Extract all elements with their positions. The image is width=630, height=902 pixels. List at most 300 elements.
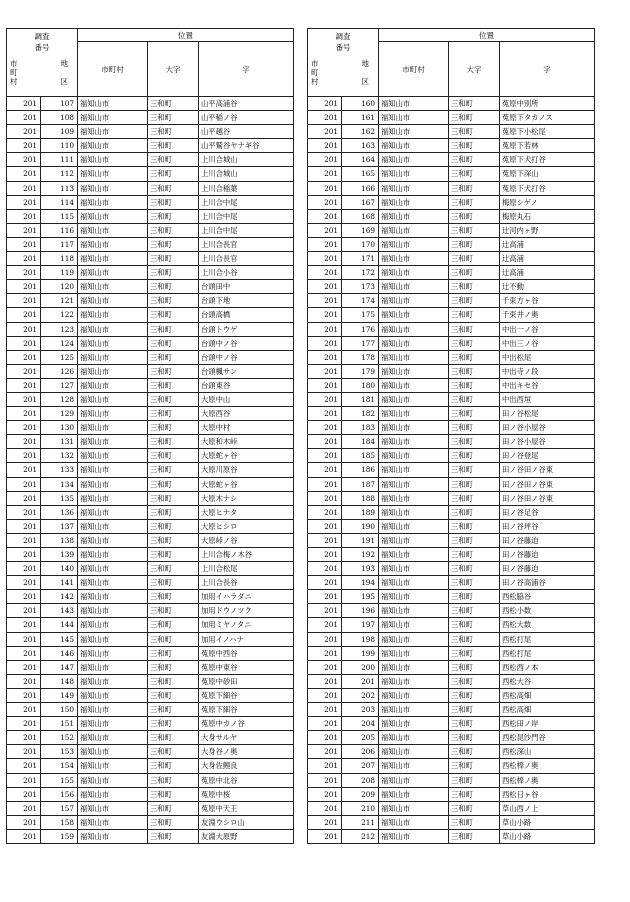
oaza-cell: 三和町 [449,322,500,336]
oaza-cell: 三和町 [148,590,199,604]
oaza-cell: 三和町 [148,660,199,674]
table-row [7,350,294,364]
machi-label: 町 [10,68,18,77]
city-code-cell: 201 [7,294,41,308]
table-row [7,139,294,153]
oaza-cell: 三和町 [148,223,199,237]
aza-cell: 田ノ谷藤迫 [500,533,595,547]
oaza-cell: 三和町 [449,674,500,688]
table-row [308,815,595,829]
aza-cell: 上川合稲葉 [199,181,294,195]
district-number-cell: 181 [342,392,379,406]
oaza-cell: 三和町 [449,195,500,209]
oaza-cell: 三和町 [148,308,199,322]
table-row [308,280,595,294]
table-row [308,421,595,435]
district-number-cell: 117 [41,237,78,251]
table-row [308,294,595,308]
municipality-header: 市町村 [379,42,449,97]
shi-label: 市 [10,59,18,68]
aza-cell: 菟原中東谷 [199,660,294,674]
district-number-cell: 115 [41,209,78,223]
oaza-cell: 三和町 [449,421,500,435]
table-row [7,703,294,717]
aza-cell: 田ノ谷小屋谷 [500,421,595,435]
table-row [7,801,294,815]
city-code-cell: 201 [7,759,41,773]
table-row [7,421,294,435]
district-number-cell: 123 [41,322,78,336]
city-code-cell: 201 [7,562,41,576]
district-number-cell: 192 [342,548,379,562]
oaza-cell: 三和町 [148,252,199,266]
aza-cell: 山平高浦谷 [199,97,294,111]
city-code-cell: 201 [308,308,342,322]
city-code-cell: 201 [308,407,342,421]
city-code-cell: 201 [7,195,41,209]
aza-cell: 大身サルヤ [199,731,294,745]
oaza-cell: 三和町 [148,209,199,223]
municipality-cell: 福知山市 [379,280,449,294]
oaza-cell: 三和町 [449,97,500,111]
city-code-cell: 201 [308,829,342,843]
aza-cell: 西松日ヶ谷 [500,787,595,801]
table-row [7,252,294,266]
table-row [7,576,294,590]
machi-label: 町 [311,68,319,77]
table-row [308,745,595,759]
oaza-cell: 三和町 [449,731,500,745]
table-row [308,801,595,815]
aza-cell: 田ノ谷藤迫 [500,548,595,562]
aza-cell: 西松大数 [500,618,595,632]
oaza-cell: 三和町 [148,759,199,773]
city-code-cell: 201 [308,674,342,688]
municipality-cell: 福知山市 [379,266,449,280]
municipality-cell: 福知山市 [379,463,449,477]
municipality-cell: 福知山市 [379,111,449,125]
aza-cell: 中出三ノ谷 [500,336,595,350]
municipality-cell: 福知山市 [379,576,449,590]
municipality-cell: 福知山市 [379,97,449,111]
municipality-cell: 福知山市 [379,548,449,562]
oaza-cell: 三和町 [148,266,199,280]
aza-cell: 千束井ノ奥 [500,308,595,322]
aza-cell: 菟原下犬打谷 [500,153,595,167]
table-row [7,759,294,773]
district-number-cell: 122 [41,308,78,322]
aza-cell: 上川合中尾 [199,223,294,237]
aza-cell: 田ノ谷坪谷 [500,519,595,533]
municipality-cell: 福知山市 [78,519,148,533]
table-row [308,505,595,519]
oaza-cell: 三和町 [148,787,199,801]
district-number-cell: 132 [41,449,78,463]
aza-cell: 西松棒ノ奥 [500,759,595,773]
municipality-cell: 福知山市 [78,562,148,576]
oaza-cell: 三和町 [449,787,500,801]
city-code-cell: 201 [308,604,342,618]
city-code-cell: 201 [308,209,342,223]
aza-cell: 台頭中ノ谷 [199,350,294,364]
district-number-cell: 174 [342,294,379,308]
city-code-cell: 201 [7,801,41,815]
district-number-cell: 205 [342,731,379,745]
city-code-cell: 201 [7,237,41,251]
district-number-cell: 171 [342,252,379,266]
aza-cell: 草山小路 [500,815,595,829]
municipality-cell: 福知山市 [78,646,148,660]
municipality-cell: 福知山市 [379,336,449,350]
district-number-cell: 113 [41,181,78,195]
city-code-cell: 201 [7,688,41,702]
table-row [7,322,294,336]
aza-cell: 上川合松尾 [199,562,294,576]
city-code-cell: 201 [7,125,41,139]
oaza-cell: 三和町 [148,167,199,181]
survey-number-header [308,29,379,97]
aza-cell: 梅原シゲノ [500,195,595,209]
table-row [308,660,595,674]
district-number-cell: 134 [41,477,78,491]
district-number-cell: 200 [342,660,379,674]
district-number-cell: 180 [342,378,379,392]
municipality-cell: 福知山市 [379,717,449,731]
district-number-cell: 160 [342,97,379,111]
city-code-cell: 201 [308,562,342,576]
city-code-cell: 201 [7,181,41,195]
oaza-cell: 三和町 [148,195,199,209]
aza-cell: 加用ミヤノタニ [199,618,294,632]
city-code-cell: 201 [308,350,342,364]
table-row [308,378,595,392]
table-row [308,731,595,745]
district-number-cell: 173 [342,280,379,294]
district-number-cell: 131 [41,435,78,449]
city-code-cell: 201 [7,153,41,167]
district-number-cell: 136 [41,505,78,519]
city-code-cell: 201 [308,773,342,787]
municipality-cell: 福知山市 [379,618,449,632]
district-number-cell: 108 [41,111,78,125]
municipality-header: 市町村 [78,42,148,97]
table-row [308,829,595,843]
table-row [308,491,595,505]
table-row [7,336,294,350]
city-code-cell: 201 [308,223,342,237]
aza-cell: 上川合長官 [199,252,294,266]
district-number-cell: 209 [342,787,379,801]
table-row [308,195,595,209]
city-code-cell: 201 [7,336,41,350]
oaza-cell: 三和町 [148,548,199,562]
oaza-cell: 三和町 [148,674,199,688]
district-number-cell: 196 [342,604,379,618]
table-row [7,660,294,674]
aza-cell: 辻高浦 [500,266,595,280]
municipality-cell: 福知山市 [78,801,148,815]
city-code-cell: 201 [308,745,342,759]
city-code-cell: 201 [7,477,41,491]
oaza-cell: 三和町 [148,153,199,167]
table-row [7,266,294,280]
municipality-cell: 福知山市 [78,590,148,604]
oaza-cell: 三和町 [449,660,500,674]
district-number-cell: 128 [41,392,78,406]
aza-cell: 中出西垣 [500,392,595,406]
district-number-cell: 186 [342,463,379,477]
municipality-cell: 福知山市 [379,533,449,547]
aza-cell: 草山小路 [500,829,595,843]
municipality-cell: 福知山市 [78,378,148,392]
oaza-cell: 三和町 [449,505,500,519]
oaza-cell: 三和町 [148,181,199,195]
city-code-cell: 201 [7,322,41,336]
oaza-cell: 三和町 [148,576,199,590]
district-number-cell: 184 [342,435,379,449]
survey-label: 調査 [335,32,351,41]
oaza-cell: 三和町 [449,576,500,590]
table-row [308,435,595,449]
municipality-cell: 福知山市 [379,604,449,618]
aza-cell: 梅原丸石 [500,209,595,223]
table-row [308,364,595,378]
city-code-cell: 201 [7,392,41,406]
oaza-cell: 三和町 [449,209,500,223]
table-row [308,167,595,181]
survey-label: 調査 [34,32,50,41]
municipality-cell: 福知山市 [379,421,449,435]
district-number-cell: 149 [41,688,78,702]
oaza-cell: 三和町 [449,477,500,491]
table-row [7,618,294,632]
aza-header: 字 [500,42,595,97]
table-row [308,590,595,604]
table-row [7,378,294,392]
table-row [7,604,294,618]
city-code-cell: 201 [7,463,41,477]
aza-cell: 山平稲ノ谷 [199,111,294,125]
district-number-cell: 211 [342,815,379,829]
district-number-cell: 146 [41,646,78,660]
oaza-cell: 三和町 [148,829,199,843]
aza-cell: 田ノ谷藤迫 [500,562,595,576]
chi-label: 地 [361,59,369,68]
district-number-cell: 144 [41,618,78,632]
oaza-cell: 三和町 [449,829,500,843]
district-number-cell: 195 [342,590,379,604]
municipality-cell: 福知山市 [78,688,148,702]
aza-cell: 友淵ウシロ山 [199,815,294,829]
municipality-cell: 福知山市 [78,576,148,590]
district-number-cell: 207 [342,759,379,773]
oaza-cell: 三和町 [148,703,199,717]
table-row [308,703,595,717]
oaza-cell: 三和町 [449,252,500,266]
district-number-cell: 125 [41,350,78,364]
city-code-cell: 201 [7,308,41,322]
municipality-cell: 福知山市 [379,209,449,223]
city-code-cell: 201 [7,618,41,632]
district-number-cell: 141 [41,576,78,590]
aza-cell: 田ノ谷登尾 [500,449,595,463]
city-code-cell: 201 [308,660,342,674]
municipality-cell: 福知山市 [379,829,449,843]
district-number-cell: 190 [342,519,379,533]
table-row [308,125,595,139]
position-header: 位置 [78,29,294,42]
table-row [308,618,595,632]
table-row [7,223,294,237]
city-code-cell: 201 [308,717,342,731]
city-code-cell: 201 [308,505,342,519]
city-code-cell: 201 [7,815,41,829]
aza-cell: 上川合小谷 [199,266,294,280]
district-number-cell: 110 [41,139,78,153]
district-number-cell: 162 [342,125,379,139]
municipality-cell: 福知山市 [78,533,148,547]
municipality-cell: 福知山市 [78,703,148,717]
table-row [7,364,294,378]
district-number-cell: 133 [41,463,78,477]
municipality-cell: 福知山市 [379,632,449,646]
district-number-cell: 148 [41,674,78,688]
oaza-cell: 三和町 [148,646,199,660]
table-row [7,505,294,519]
municipality-cell: 福知山市 [78,125,148,139]
oaza-cell: 三和町 [148,336,199,350]
district-number-cell: 212 [342,829,379,843]
city-code-cell: 201 [308,688,342,702]
district-number-cell: 204 [342,717,379,731]
oaza-cell: 三和町 [148,237,199,251]
municipality-cell: 福知山市 [78,153,148,167]
aza-cell: 上川合長谷 [199,576,294,590]
oaza-cell: 三和町 [148,604,199,618]
district-number-cell: 203 [342,703,379,717]
survey-number-header [7,29,78,97]
oaza-cell: 三和町 [148,407,199,421]
district-number-cell: 199 [342,646,379,660]
city-code-cell: 201 [308,815,342,829]
district-number-cell: 119 [41,266,78,280]
table-row [7,167,294,181]
city-code-cell: 201 [7,280,41,294]
municipality-cell: 福知山市 [78,618,148,632]
district-number-cell: 197 [342,618,379,632]
aza-cell: 西松打尾 [500,632,595,646]
oaza-cell: 三和町 [449,533,500,547]
aza-cell: 大原木ナシ [199,491,294,505]
table-row [308,252,595,266]
aza-cell: 台頭東谷 [199,378,294,392]
table-row [308,533,595,547]
oaza-cell: 三和町 [148,294,199,308]
city-code-cell: 201 [308,364,342,378]
aza-cell: 田ノ谷田ノ谷東 [500,491,595,505]
municipality-cell: 福知山市 [78,195,148,209]
city-code-cell: 201 [308,590,342,604]
oaza-cell: 三和町 [148,477,199,491]
number-label: 番号 [34,43,50,52]
aza-cell: 台頭中ノ谷 [199,336,294,350]
ku-label: 区 [60,77,68,86]
table-row [308,604,595,618]
district-number-cell: 107 [41,97,78,111]
aza-cell: 菟原中カノ谷 [199,717,294,731]
district-number-cell: 208 [342,773,379,787]
oaza-cell: 三和町 [449,759,500,773]
aza-header: 字 [199,42,294,97]
table-row [308,477,595,491]
table-row [7,435,294,449]
municipality-cell: 福知山市 [78,491,148,505]
municipality-cell: 福知山市 [78,97,148,111]
aza-cell: 友淵大原野 [199,829,294,843]
oaza-cell: 三和町 [148,111,199,125]
oaza-cell: 三和町 [148,280,199,294]
municipality-cell: 福知山市 [379,223,449,237]
city-code-cell: 201 [308,266,342,280]
city-code-cell: 201 [308,294,342,308]
municipality-cell: 福知山市 [379,181,449,195]
city-code-cell: 201 [308,153,342,167]
district-number-cell: 183 [342,421,379,435]
city-code-cell: 201 [308,703,342,717]
table-row [308,237,595,251]
oaza-cell: 三和町 [449,703,500,717]
table-row [7,153,294,167]
municipality-cell: 福知山市 [379,294,449,308]
table-row [308,139,595,153]
municipality-cell: 福知山市 [379,491,449,505]
aza-cell: 西松脇谷 [500,590,595,604]
district-number-cell: 145 [41,632,78,646]
district-number-cell: 185 [342,449,379,463]
oaza-cell: 三和町 [148,322,199,336]
city-code-cell: 201 [7,773,41,787]
district-number-cell: 114 [41,195,78,209]
municipality-cell: 福知山市 [78,294,148,308]
aza-cell: 西松小数 [500,604,595,618]
city-code-cell: 201 [7,576,41,590]
table-row [7,787,294,801]
table-row [7,97,294,111]
oaza-cell: 三和町 [148,773,199,787]
oaza-cell: 三和町 [148,97,199,111]
aza-cell: 辻河内ヶ野 [500,223,595,237]
table-row [7,181,294,195]
municipality-cell: 福知山市 [379,322,449,336]
aza-cell: 上川合中尾 [199,195,294,209]
district-number-cell: 156 [41,787,78,801]
municipality-cell: 福知山市 [379,674,449,688]
district-number-cell: 182 [342,407,379,421]
aza-cell: 菟原下小松尾 [500,125,595,139]
municipality-cell: 福知山市 [78,139,148,153]
municipality-cell: 福知山市 [379,703,449,717]
aza-cell: 大原中山 [199,392,294,406]
municipality-cell: 福知山市 [78,350,148,364]
oaza-cell: 三和町 [148,562,199,576]
aza-cell: 田ノ谷田ノ谷東 [500,463,595,477]
district-number-cell: 164 [342,153,379,167]
municipality-cell: 福知山市 [78,660,148,674]
district-number-cell: 121 [41,294,78,308]
aza-cell: 台頭トウゲ [199,322,294,336]
district-number-cell: 178 [342,350,379,364]
aza-cell: 田ノ谷小屋谷 [500,435,595,449]
